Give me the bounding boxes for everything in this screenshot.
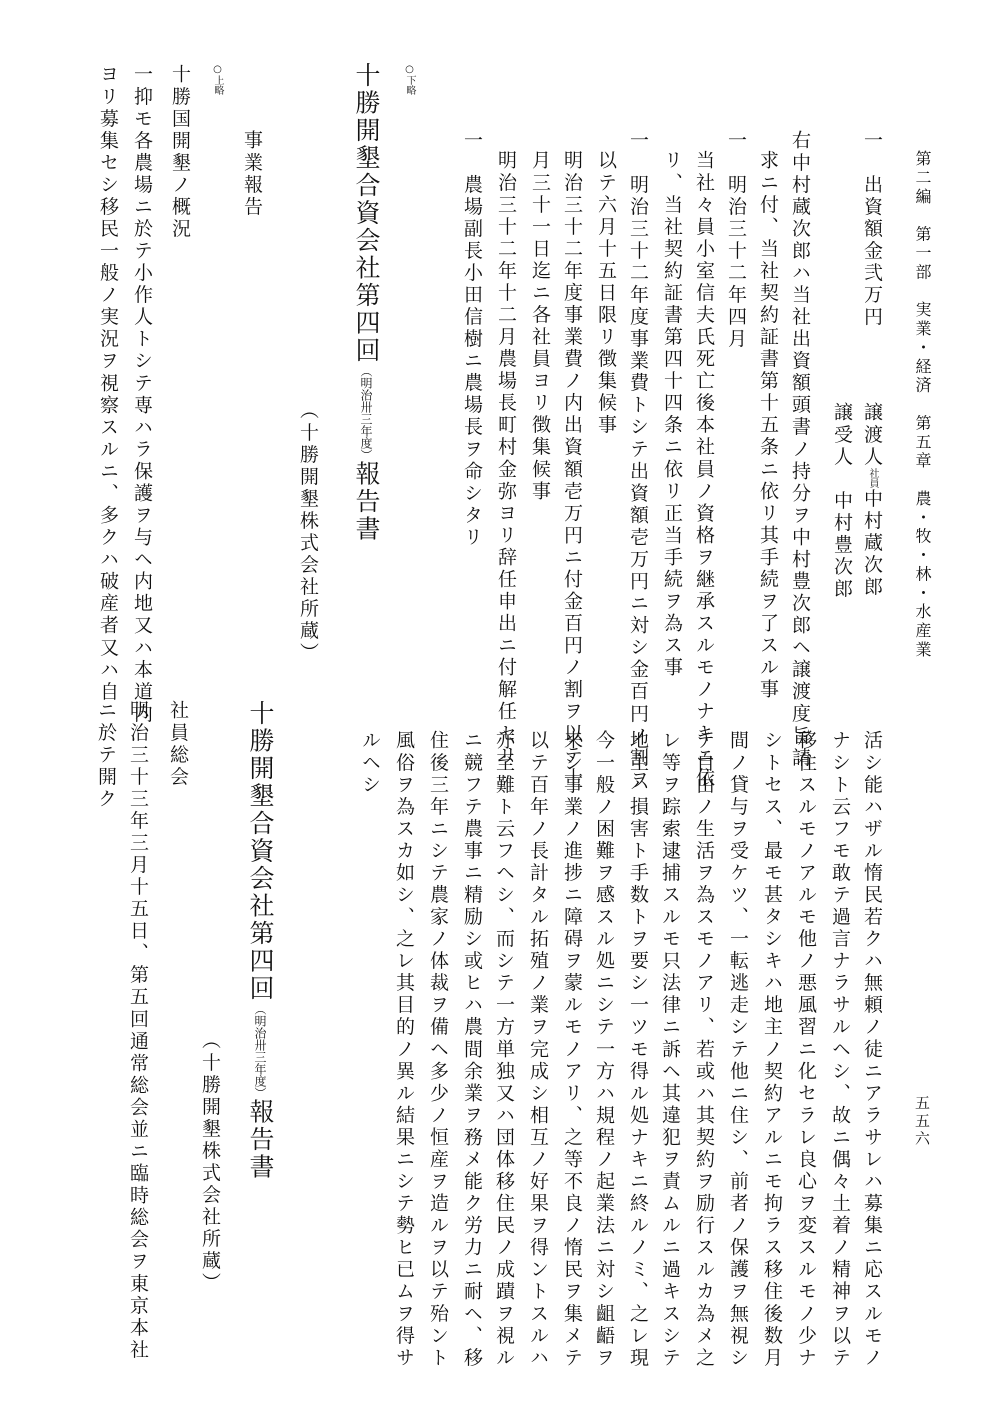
transferee-line: 譲受人 中村豊次郎 — [831, 402, 853, 601]
text-column: 明治三十二年十二月農場長町村金弥ヨリ辞任申出ニ付解任セリ — [495, 150, 517, 768]
running-head: 第二編 第一部 実業・経済 第五章 農・牧・林・水産業 — [913, 150, 932, 660]
omission-mark: ○上略 — [212, 64, 223, 95]
text-column: 以テ六月十五日限リ徴集候事 — [595, 150, 617, 437]
source-note: （十勝開墾株式会社所蔵） — [297, 400, 319, 665]
transferor-line — [862, 402, 881, 598]
text-column: ニ於テ開ク — [95, 700, 117, 811]
text-column: 一 出資額金弐万円 — [861, 130, 883, 329]
section-heading: 事業報告 — [241, 130, 263, 219]
text-column: ルヘシ — [359, 730, 381, 797]
text-column: 今一般ノ困難ヲ感スル処ニシテ一方ハ規程ノ起業法ニ対シ齟齬ヲ — [593, 730, 615, 1370]
text-column: 一 明治三十二年度事業費トシテ出資額壱万円ニ対シ金百円ノ割ヲ — [627, 130, 649, 792]
section-heading: 社員総会 — [167, 700, 189, 789]
omission-mark: ○下略 — [404, 64, 415, 95]
text-column: 当社々員小室信夫氏死亡後本社員ノ資格ヲ継承スルモノナキニ依 — [693, 150, 715, 790]
transferor-name: 中村蔵次郎 — [861, 488, 883, 599]
text-column: 住後三年ニシテ農家ノ体裁ヲ備ヘ多少ノ恒産ヲ造ルヲ以テ殆ント — [427, 730, 449, 1370]
text-column: シトセス、最モ甚タシキハ地主ノ契約アルニモ拘ラス移住後数月 — [761, 730, 783, 1370]
text-column: 月三十一日迄ニ各社員ヨリ徴集候事 — [529, 150, 551, 503]
transferor-label: 譲渡人 — [861, 402, 883, 469]
text-column: 一抑モ各農場ニ於テ小作人トシテ専ハラ保護ヲ与ヘ内地又ハ本道内 — [131, 64, 153, 726]
heading-title-end: 報告書 — [352, 460, 381, 543]
heading-year-note: （明治卅三年度） — [253, 1002, 267, 1099]
text-column: 求ニ付、当社契約証書第十五条ニ依リ其手続ヲ了スル事 — [757, 150, 779, 701]
text-column: 一 明治三十二年四月 — [725, 130, 747, 351]
heading-title-end: 報告書 — [246, 1098, 275, 1181]
heading-title: 十勝開墾合資会社第四回 — [352, 62, 381, 365]
text-column: 亦至難ト云フヘシ、而シテ一方単独又ハ団体移住民ノ成蹟ヲ視ル — [493, 730, 515, 1370]
subsection-heading: 十勝国開墾ノ概況 — [169, 64, 191, 241]
text-column: 風俗ヲ為スカ如シ、之レ其目的ノ異ル結果ニシテ勢ヒ已ムヲ得サ — [393, 730, 415, 1370]
text-column: 移住スルモノアルモ他ノ悪風習ニ化セラレ良心ヲ変スルモノ少ナ — [795, 730, 817, 1370]
text-column: テ自由ノ生活ヲ為スモノアリ、若或ハ其契約ヲ励行スルカ為メ之 — [693, 730, 715, 1370]
text-column: ニ競フテ農事ニ精励シ或ヒハ農間余業ヲ務メ能ク労力ニ耐ヘ、移 — [461, 730, 483, 1370]
text-column: 来シ事業ノ進捗ニ障碍ヲ蒙ルモノアリ、之等不良ノ惰民ヲ集メテ — [561, 730, 583, 1370]
text-column: 右中村蔵次郎ハ当社出資額頭書ノ持分ヲ中村豊次郎ヘ譲渡度旨請 — [789, 130, 811, 770]
report-heading — [354, 62, 379, 543]
text-column: 地主ハ損害ト手数トヲ要シ一ツモ得ル処ナキニ終ルノミ、之レ現 — [627, 730, 649, 1370]
text-column: 活シ能ハザル惰民若クハ無頼ノ徒ニアラサレハ募集ニ応スルモノ — [861, 730, 883, 1370]
text-column: ナシト云フモ敢テ過言ナラサルヘシ、故ニ偶々土着ノ精神ヲ以テ — [829, 730, 851, 1370]
text-column: 一 農場副長小田信樹ニ農場長ヲ命シタリ — [461, 130, 483, 549]
page-number: 五五六 — [913, 1095, 931, 1149]
text-column: 明治三十二年度事業費ノ内出資額壱万円ニ付金百円ノ割ヲ以テ十 — [561, 150, 583, 790]
transferor-sub: 社員 — [867, 468, 878, 489]
text-column: 間ノ貸与ヲ受ケツ、一転逃走シテ他ニ住シ、前者ノ保護ヲ無視シ — [727, 730, 749, 1370]
text-column: ヨリ募集セシ移民一般ノ実況ヲ視察スルニ、多クハ破産者又ハ自 — [97, 64, 119, 704]
heading-year-note: （明治卅三年度） — [359, 364, 373, 461]
report-heading — [248, 700, 273, 1181]
heading-title: 十勝開墾合資会社第四回 — [246, 700, 275, 1003]
text-column: レ等ヲ踪索逮捕スルモ只法律ニ訴ヘ其違犯ヲ責ムルニ過キスシテ — [659, 730, 681, 1370]
source-note: （十勝開墾株式会社所蔵） — [199, 1030, 221, 1295]
text-column: リ、当社契約証書第四十四条ニ依リ正当手続ヲ為ス事 — [661, 150, 683, 679]
text-column: 明治三十三年三月十五日、第五回通常総会並ニ臨時総会ヲ東京本社 — [127, 700, 149, 1362]
text-column: 以テ百年ノ長計タル拓殖ノ業ヲ完成シ相互ノ好果ヲ得ントスルハ — [527, 730, 549, 1370]
